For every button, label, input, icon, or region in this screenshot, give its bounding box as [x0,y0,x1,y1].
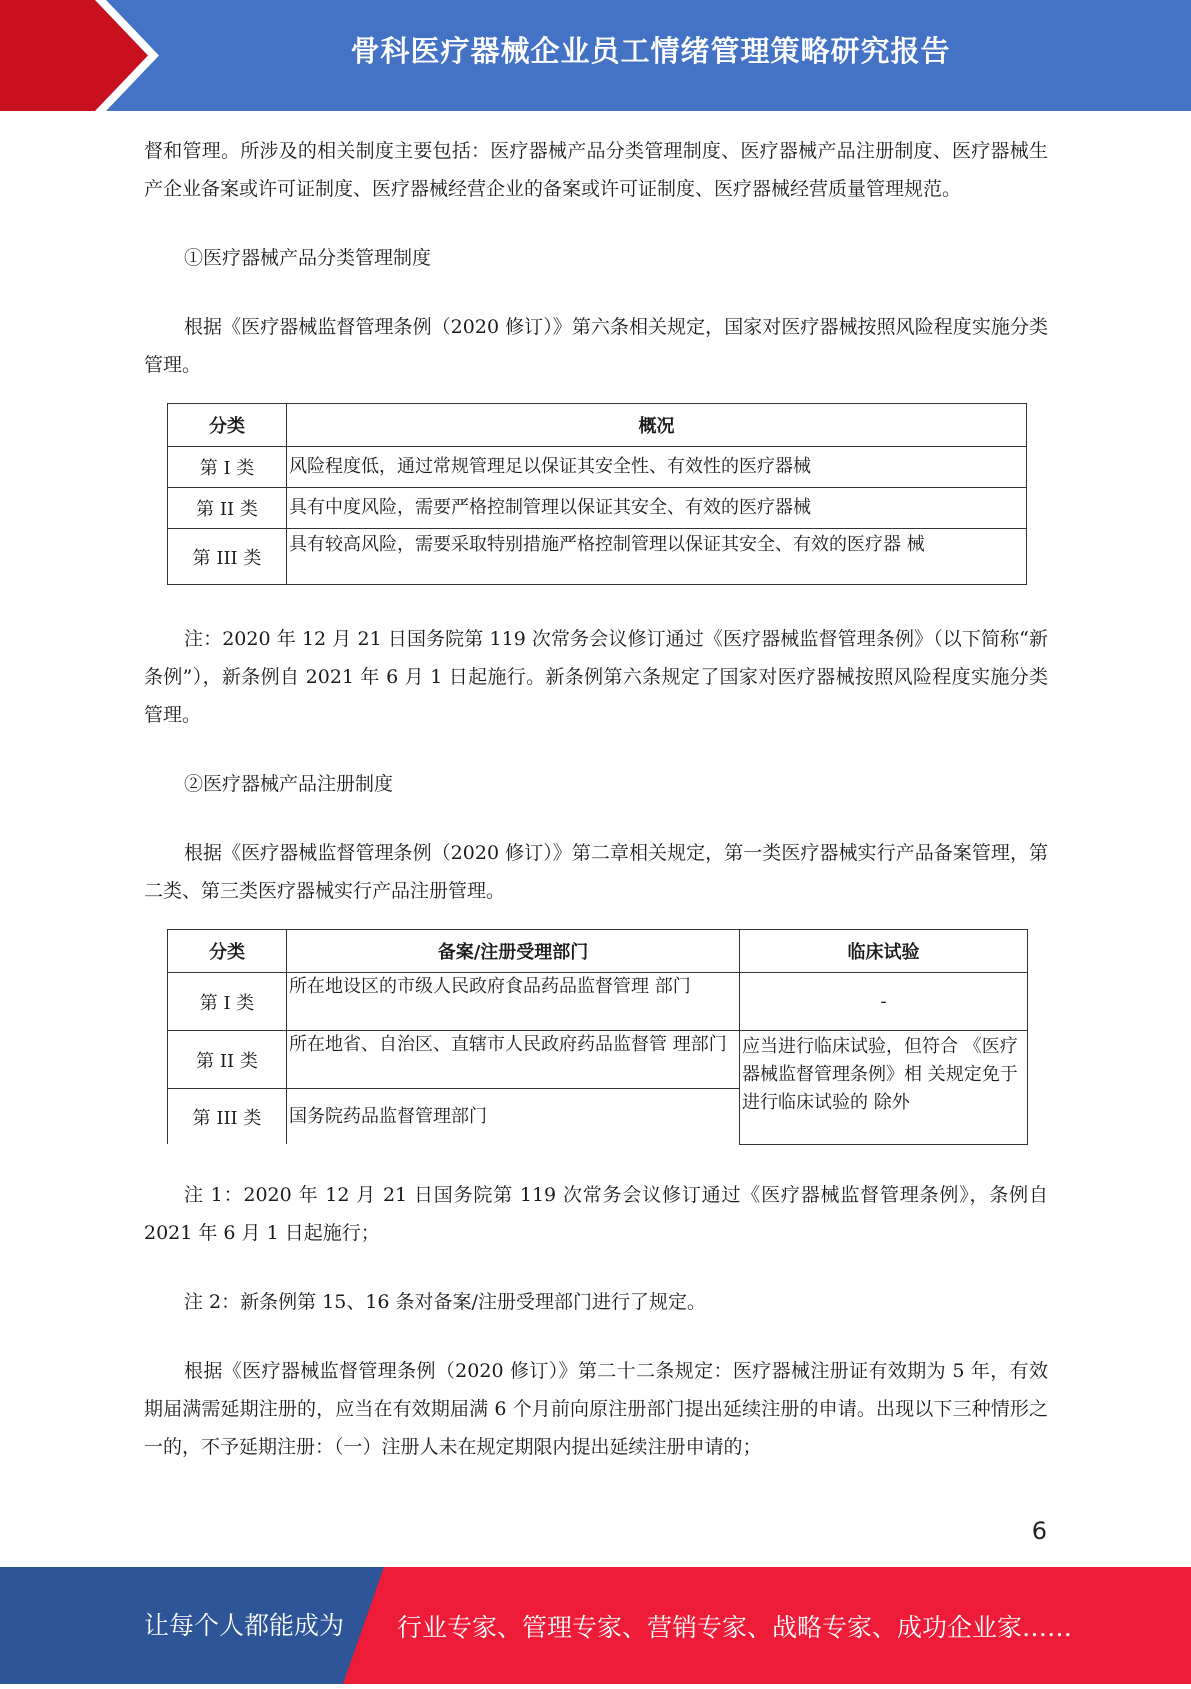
column-header-overview: 概况 [287,404,1027,447]
paragraph-registration: 根据《医疗器械监督管理条例（2020 修订）》第二章相关规定，第一类医疗器械实行产品备案管理，第二类、第三类医疗器械实行产品注册管理。 [144,842,1048,902]
overview-cell: 具有中度风险，需要严格控制管理以保证其安全、有效的医疗器械 [287,488,1027,529]
report-title: 骨科医疗器械企业员工情绪管理策略研究报告 [350,34,951,68]
paragraph-note-2: 注 2：新条例第 15、16 条对备案/注册受理部门进行了规定。 [184,1290,706,1313]
section-heading-classification: ①医疗器械产品分类管理制度 [184,247,432,269]
class-cell: 第 I 类 [168,447,287,488]
page-number: 6 [1031,1517,1047,1545]
section-heading-registration: ②医疗器械产品注册制度 [184,773,394,795]
table-row [168,973,1028,1031]
paragraph-classification: 根据《医疗器械监督管理条例（2020 修订）》第六条相关规定，国家对医疗器械按照风险程度实施分类管理。 [144,316,1048,376]
class-cell: 第 III 类 [168,1089,287,1145]
class-cell: 第 II 类 [168,1031,287,1089]
table-row [168,529,1027,585]
table-row [168,1031,1028,1089]
page-footer [0,1567,1191,1684]
column-header-clinical-trial: 临床试验 [740,930,1028,973]
department-cell: 所在地省、自治区、直辖市人民政府药品监督管 理部门 [287,1031,740,1089]
overview-cell: 风险程度低，通过常规管理足以保证其安全性、有效性的医疗器械 [287,447,1027,488]
overview-cell: 具有较高风险，需要采取特别措施严格控制管理以保证其安全、有效的医疗器 械 [287,529,1027,585]
column-header-class: 分类 [168,930,287,973]
page-header [0,0,1191,111]
footer-slogan-right: 行业专家、管理专家、营销专家、战略专家、成功企业家…… [397,1613,1073,1642]
clinical-trial-merged-cell: 应当进行临床试验，但符合 《医疗器械监督管理条例》相 关规定免于进行临床试验的 除外 [740,1031,1028,1145]
paragraph-note-new-regulation: 注：2020 年 12 月 21 日国务院第 119 次常务会议修订通过《医疗器械监督管理条例》（以下简称“新条例”），新条例自 2021 年 6 月 1 日起施行。新条例第六条规定了国家对医疗器械按照风险程度实施分类管理。 [144,628,1048,726]
classification-table [167,403,1027,585]
clinical-trial-cell: - [740,973,1028,1031]
table-row [168,488,1027,529]
registration-table [167,929,1028,1145]
column-header-department: 备案/注册受理部门 [287,930,740,973]
paragraph-intro: 督和管理。所涉及的相关制度主要包括：医疗器械产品分类管理制度、医疗器械产品注册制度、医疗器械生产企业备案或许可证制度、医疗器械经营企业的备案或许可证制度、医疗器械经营质量管理规范。 [144,140,1048,200]
class-cell: 第 II 类 [168,488,287,529]
department-cell: 国务院药品监督管理部门 [287,1089,740,1145]
table-row [168,447,1027,488]
paragraph-renewal: 根据《医疗器械监督管理条例（2020 修订）》第二十二条规定：医疗器械注册证有效期为 5 年，有效期届满需延期注册的，应当在有效期届满 6 个月前向原注册部门提出延续注册的申请。出现以下三种情形之一的，不予延期注册：（一）注册人未在规定期限内提出延续注册申请的； [144,1359,1048,1458]
footer-slogan-left: 让每个人都能成为 [144,1611,345,1640]
department-cell: 所在地设区的市级人民政府食品药品监督管理 部门 [287,973,740,1031]
class-cell: 第 I 类 [168,973,287,1031]
column-header-class: 分类 [168,404,287,447]
table-header-row [168,404,1027,447]
paragraph-note-1: 注 1：2020 年 12 月 21 日国务院第 119 次常务会议修订通过《医疗器械监督管理条例》，条例自 2021 年 6 月 1 日起施行； [144,1183,1048,1244]
document-body [144,132,1048,1466]
table-header-row [168,930,1028,973]
class-cell: 第 III 类 [168,529,287,585]
